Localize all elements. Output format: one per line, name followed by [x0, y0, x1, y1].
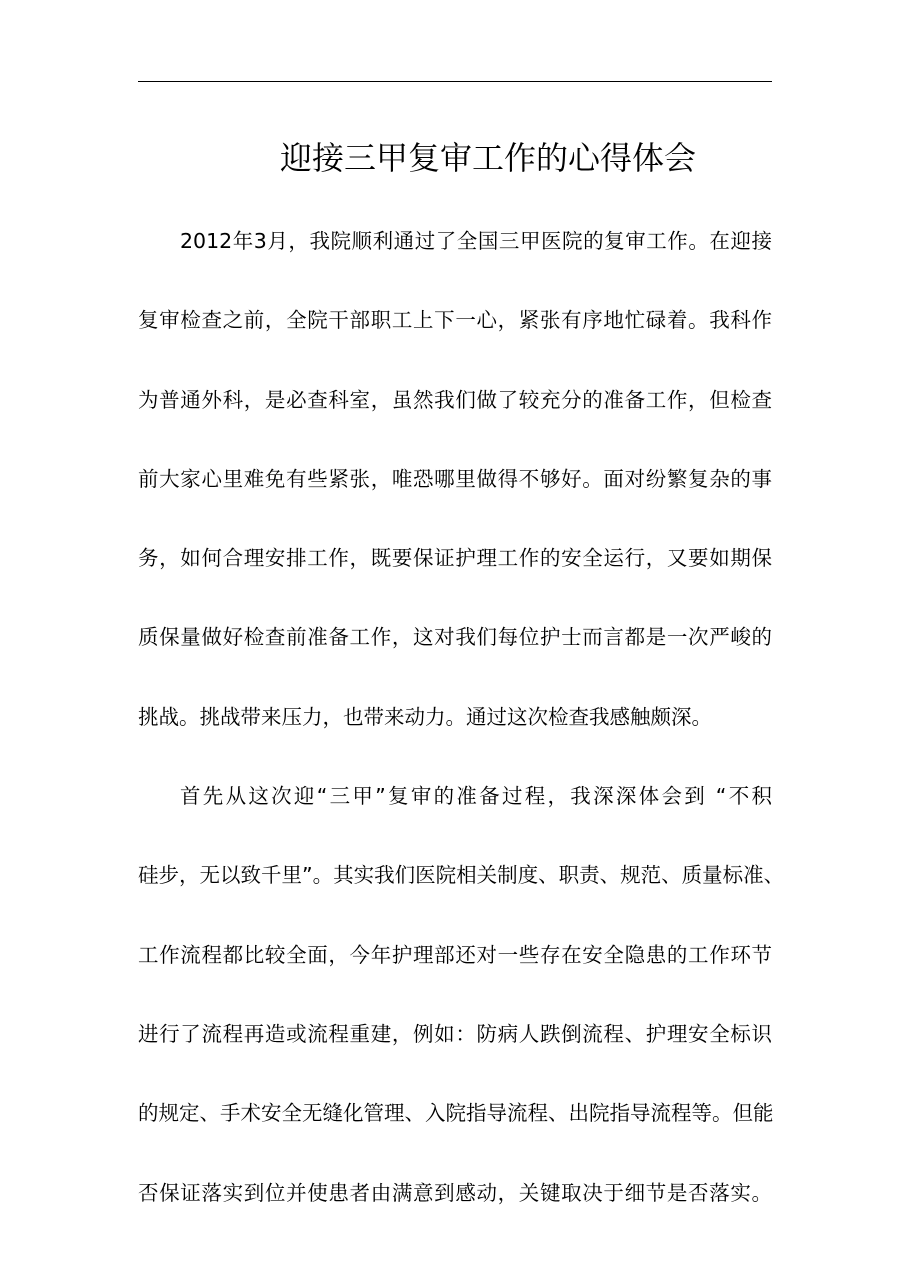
header-rule [138, 81, 772, 82]
text-line: 为普通外科，是必查科室，虽然我们做了较充分的准备工作，但检查 [138, 387, 772, 412]
text-line: 进行了流程再造或流程重建，例如：防病人跌倒流程、护理安全标识 [138, 1021, 772, 1046]
text-line: 务，如何合理安排工作，既要保证护理工作的安全运行，又要如期保 [138, 546, 772, 571]
text-line: 质保量做好检查前准备工作，这对我们每位护士而言都是一次严峻的 [138, 625, 772, 650]
text-line: 前大家心里难免有些紧张，唯恐哪里做得不够好。面对纷繁复杂的事 [138, 466, 772, 491]
text-line: 否保证落实到位并使患者由满意到感动，关键取决于细节是否落实。 [138, 1180, 772, 1205]
text-line: 的规定、手术安全无缝化管理、入院指导流程、出院指导流程等。但能 [138, 1101, 774, 1126]
text-line: 挑战。挑战带来压力，也带来动力。通过这次检查我感触颇深。 [138, 704, 712, 729]
text-line: 复审检查之前，全院干部职工上下一心，紧张有序地忙碌着。我科作 [138, 308, 772, 333]
text-line: 2012年3月，我院顺利通过了全国三甲医院的复审工作。在迎接 [180, 229, 772, 253]
document-title: 迎接三甲复审工作的心得体会 [279, 139, 696, 177]
paragraph-2 [138, 776, 785, 1213]
text-line: 硅步，无以致千里”。其实我们医院相关制度、职责、规范、质量标准、 [138, 863, 785, 888]
text-line: 工作流程都比较全面，今年护理部还对一些存在安全隐患的工作环节 [138, 942, 772, 967]
paragraph-1 [138, 221, 772, 738]
text-line: 首先从这次迎“三甲”复审的准备过程，我深深体会到 “不积 [180, 784, 772, 809]
document-body [138, 221, 785, 1214]
